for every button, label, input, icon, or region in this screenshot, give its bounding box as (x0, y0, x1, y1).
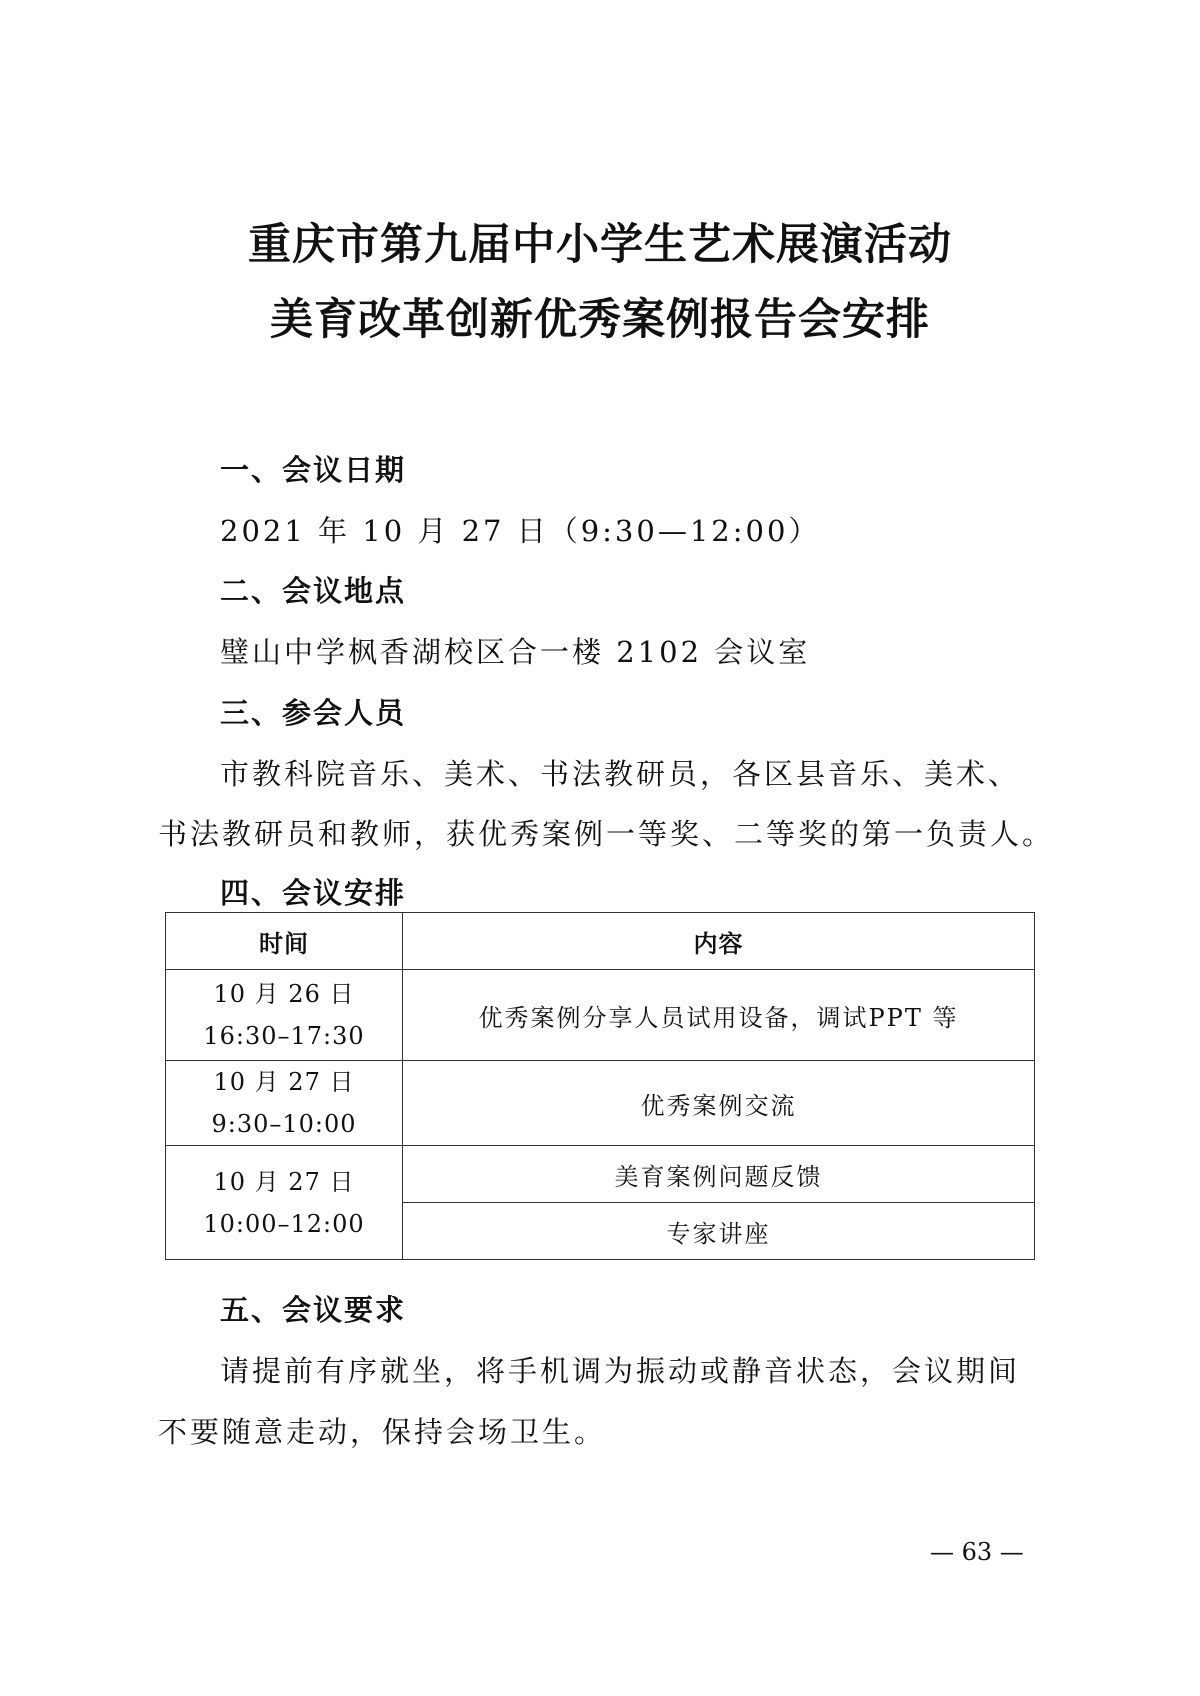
schedule-row (166, 1061, 1035, 1146)
section-heading-arrangement: 四、会议安排 (220, 876, 407, 910)
schedule-time-cell (166, 1146, 403, 1260)
document-title-line-2: 美育改革创新优秀案例报告会安排 (270, 295, 930, 345)
section-heading-requirements: 五、会议要求 (220, 1293, 407, 1327)
section-heading-date: 一、会议日期 (220, 453, 407, 487)
schedule-content-cell: 优秀案例交流 (403, 1061, 1035, 1146)
section-heading-participants: 三、参会人员 (220, 696, 407, 730)
schedule-date: 10 月 27 日 (213, 1167, 355, 1196)
schedule-date: 10 月 26 日 (213, 980, 355, 1008)
schedule-time-cell (166, 970, 403, 1061)
schedule-row (166, 1146, 1035, 1203)
meeting-date-text: 2021 年 10 月 27 日（9:30—12:00） (220, 514, 821, 548)
schedule-date: 10 月 27 日 (213, 1068, 355, 1096)
schedule-time-cell (166, 1061, 403, 1146)
schedule-header-time: 时间 (166, 913, 403, 970)
schedule-content-cell: 专家讲座 (403, 1203, 1035, 1260)
requirements-text-line-2: 不要随意走动，保持会场卫生。 (158, 1415, 607, 1449)
schedule-time: 10:00–12:00 (203, 1209, 365, 1238)
section-heading-location: 二、会议地点 (220, 574, 407, 608)
document-title-line-1: 重庆市第九届中小学生艺术展演活动 (248, 220, 952, 270)
participants-text-line-2: 书法教研员和教师，获优秀案例一等奖、二等奖的第一负责人。 (158, 817, 1055, 851)
schedule-time: 16:30–17:30 (203, 1022, 365, 1050)
schedule-time: 9:30–10:00 (211, 1110, 357, 1138)
schedule-content-cell: 优秀案例分享人员试用设备，调试PPT 等 (403, 970, 1035, 1061)
page-number: — 63 — (930, 1538, 1024, 1566)
participants-text-line-1: 市教科院音乐、美术、书法教研员，各区县音乐、美术、 (220, 757, 1021, 791)
requirements-text-line-1: 请提前有序就坐，将手机调为振动或静音状态，会议期间 (220, 1354, 1021, 1388)
meeting-location-text: 璧山中学枫香湖校区合一楼 2102 会议室 (220, 635, 811, 669)
schedule-header-content: 内容 (403, 913, 1035, 970)
schedule-content-cell: 美育案例问题反馈 (403, 1146, 1035, 1203)
schedule-header-row (166, 913, 1035, 970)
schedule-table (165, 912, 1035, 1260)
schedule-row (166, 970, 1035, 1061)
